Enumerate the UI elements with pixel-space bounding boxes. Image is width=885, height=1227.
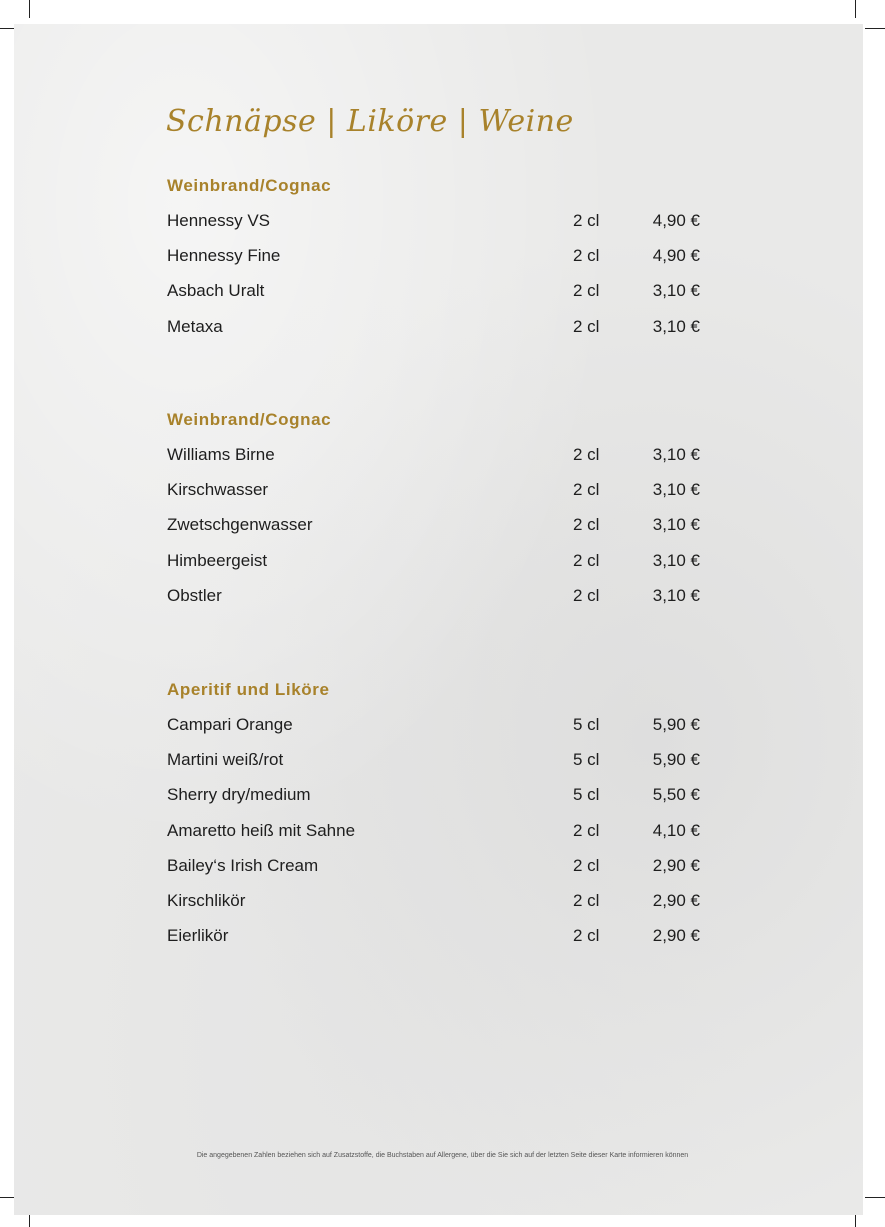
item-quantity: 2 cl (573, 890, 600, 910)
menu-item-row (167, 480, 727, 515)
item-price: 3,10 € (652, 281, 700, 301)
item-price: 2,90 € (652, 855, 700, 875)
item-name: Kirschlikör (167, 890, 246, 910)
item-name: Sherry dry/medium (167, 785, 311, 805)
item-quantity: 2 cl (573, 480, 600, 500)
item-quantity: 2 cl (573, 820, 600, 840)
menu-item-row (167, 891, 727, 926)
menu-section (167, 410, 727, 621)
item-quantity: 2 cl (573, 445, 600, 464)
item-price: 3,10 € (652, 316, 700, 336)
menu-item-row (167, 551, 727, 586)
menu-item-row (167, 445, 727, 480)
item-quantity: 5 cl (573, 750, 600, 770)
item-name: Asbach Uralt (167, 281, 265, 301)
item-price: 3,10 € (652, 585, 700, 605)
item-quantity: 2 cl (573, 550, 600, 570)
menu-item-row (167, 785, 727, 820)
item-price: 3,10 € (652, 445, 700, 464)
allergen-footnote: Die angegebenen Zahlen beziehen sich auf Zusatzstoffe, die Buchstaben auf Allergene, über die Sie sich auf der letzten Seite dieser Karte informieren können (196, 1152, 689, 1159)
item-name: Amaretto heiß mit Sahne (167, 820, 356, 840)
crop-mark (865, 28, 885, 29)
menu-item-row (167, 246, 727, 281)
item-price: 2,90 € (652, 926, 700, 946)
item-name: Bailey‘s Irish Cream (167, 855, 319, 875)
menu-item-row (167, 715, 727, 750)
crop-mark (29, 0, 30, 18)
item-quantity: 2 cl (573, 585, 600, 605)
menu-item-row (167, 211, 727, 246)
menu-item-row (167, 821, 727, 856)
item-price: 5,50 € (652, 785, 700, 805)
menu-item-row (167, 926, 727, 961)
section-heading: Weinbrand/Cognac (167, 410, 332, 429)
item-price: 4,90 € (652, 246, 700, 266)
item-quantity: 5 cl (573, 715, 600, 734)
menu-item-row (167, 750, 727, 785)
item-quantity: 2 cl (573, 211, 600, 230)
item-name: Eierlikör (167, 926, 229, 946)
item-price: 4,10 € (652, 820, 700, 840)
page-title: Schnäpse | Liköre | Weine (166, 104, 574, 139)
menu-item-row (167, 281, 727, 316)
menu-section (167, 176, 727, 352)
item-quantity: 2 cl (573, 515, 600, 535)
item-price: 3,10 € (652, 480, 700, 500)
item-name: Williams Birne (167, 445, 275, 464)
section-heading: Weinbrand/Cognac (167, 176, 332, 195)
item-price: 4,90 € (652, 211, 700, 230)
item-price: 3,10 € (652, 515, 700, 535)
item-name: Himbeergeist (167, 550, 268, 570)
item-name: Kirschwasser (167, 480, 269, 500)
menu-section (167, 680, 727, 961)
item-price: 5,90 € (652, 715, 700, 734)
item-price: 2,90 € (652, 890, 700, 910)
crop-mark (865, 1197, 885, 1198)
item-price: 5,90 € (652, 750, 700, 770)
menu-item-row (167, 856, 727, 891)
item-name: Hennessy Fine (167, 246, 281, 266)
item-name: Hennessy VS (167, 211, 270, 230)
crop-mark (855, 0, 856, 18)
item-name: Obstler (167, 585, 222, 605)
item-quantity: 2 cl (573, 246, 600, 266)
item-name: Zwetschgenwasser (167, 515, 313, 535)
item-quantity: 5 cl (573, 785, 600, 805)
item-name: Campari Orange (167, 715, 293, 734)
item-quantity: 2 cl (573, 926, 600, 946)
section-heading: Aperitif und Liköre (167, 680, 330, 699)
menu-item-row (167, 515, 727, 550)
menu-item-row (167, 586, 727, 621)
item-quantity: 2 cl (573, 316, 600, 336)
item-name: Martini weiß/rot (167, 750, 284, 770)
item-quantity: 2 cl (573, 855, 600, 875)
menu-item-row (167, 317, 727, 352)
item-price: 3,10 € (652, 550, 700, 570)
item-name: Metaxa (167, 316, 223, 336)
item-quantity: 2 cl (573, 281, 600, 301)
